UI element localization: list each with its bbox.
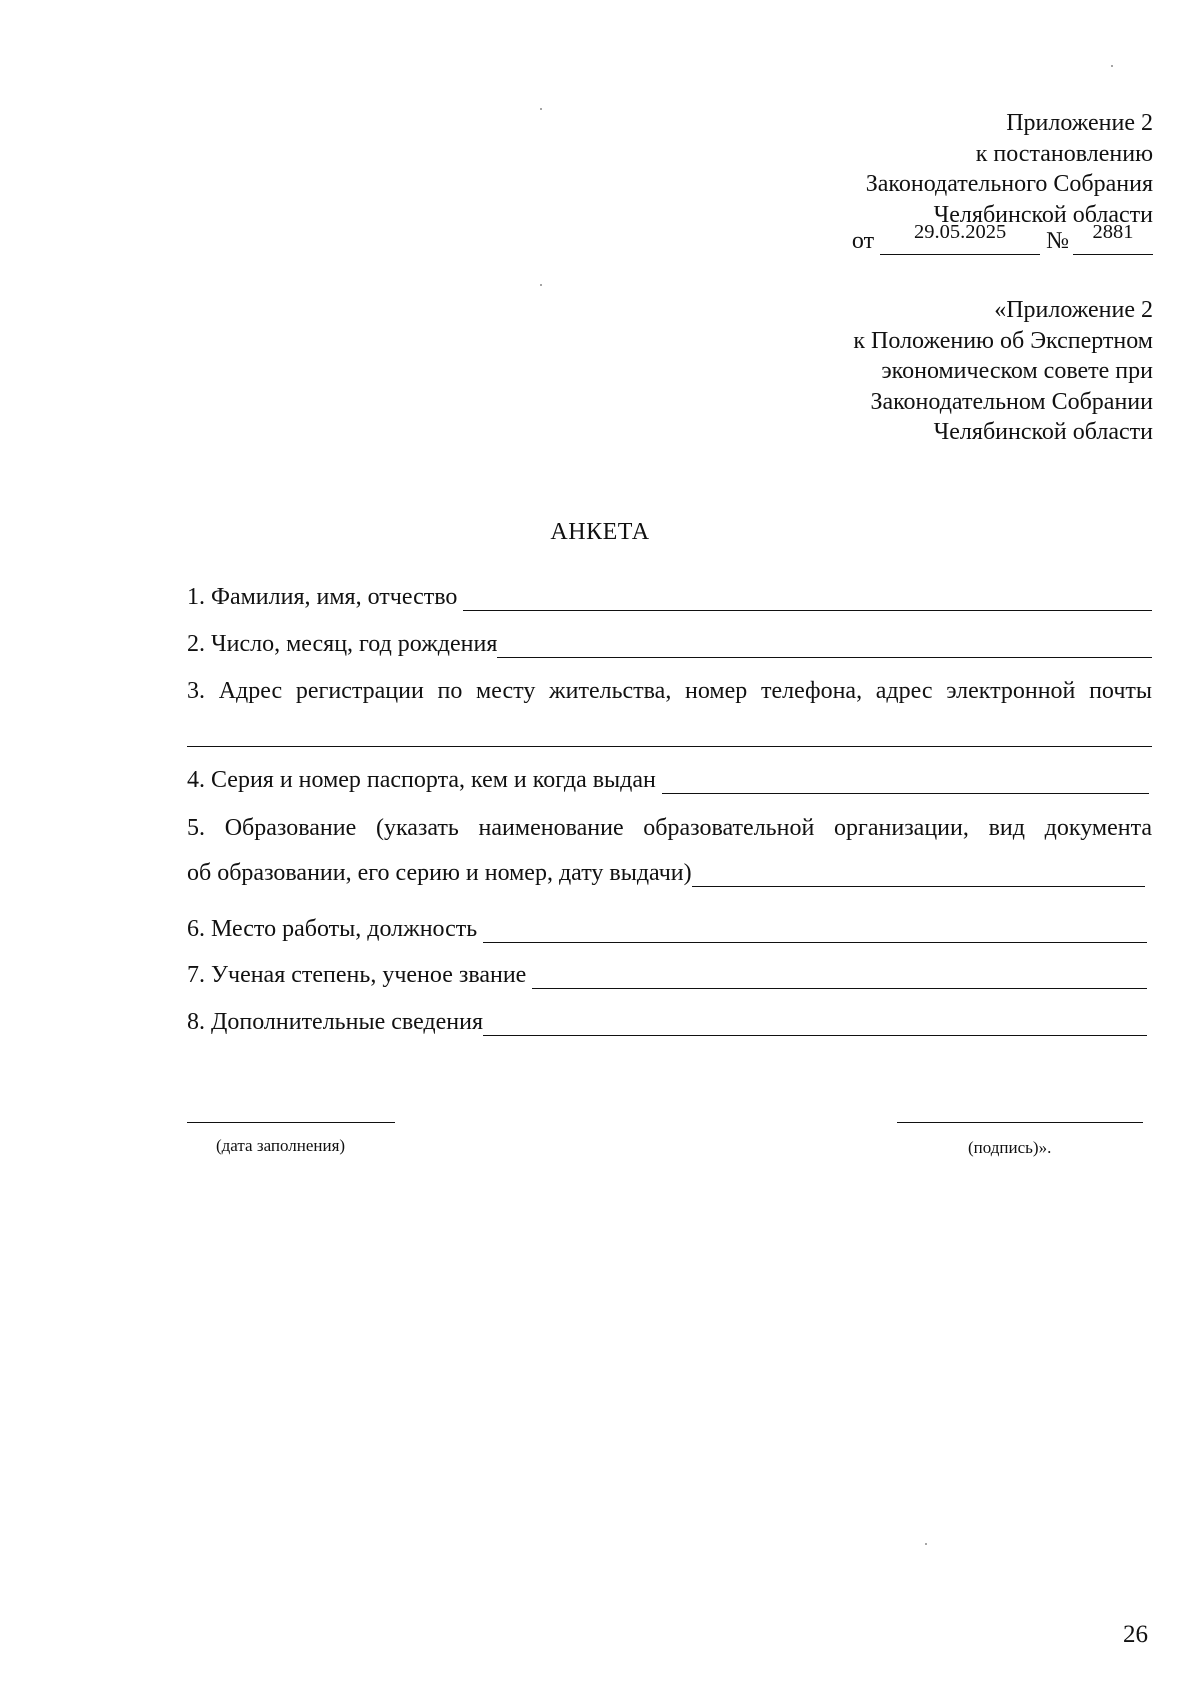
field-label: 2. Число, месяц, год рождения [187, 631, 498, 657]
field-address-label: 3. Адрес регистрации по месту жительства, номер телефона, адрес электронной почты [187, 678, 1152, 704]
field-additional-info [187, 1009, 1147, 1036]
field-label: 4. Серия и номер паспорта, кем и когда выдан [187, 767, 656, 793]
number-field [1073, 221, 1153, 255]
scan-speck [540, 108, 542, 110]
field-full-name [187, 584, 1152, 611]
date-fill-line[interactable] [187, 1122, 395, 1123]
appendix-line: Законодательном Собрании [870, 388, 1153, 415]
field-education-cont [187, 860, 1145, 887]
appendix-block [853, 295, 1153, 448]
field-label: об образовании, его серию и номер, дату выдачи) [187, 860, 692, 886]
field-birth-date [187, 631, 1152, 658]
fill-line[interactable] [483, 1013, 1147, 1036]
field-academic-degree [187, 962, 1147, 989]
fill-line[interactable] [463, 588, 1152, 611]
field-workplace [187, 916, 1147, 943]
scan-speck [1111, 65, 1113, 67]
signature-fill-line[interactable] [897, 1122, 1143, 1123]
fill-line[interactable] [692, 864, 1145, 887]
header-line: к постановлению [975, 140, 1153, 167]
date-field [880, 221, 1040, 255]
resolution-date-line [851, 221, 1153, 255]
number-value: 2881 [1092, 221, 1134, 243]
page-number: 26 [1123, 1621, 1148, 1648]
form-title: АНКЕТА [550, 519, 650, 545]
scan-speck [540, 284, 542, 286]
appendix-line: экономическом совете при [881, 358, 1153, 384]
fill-line[interactable] [187, 746, 1152, 747]
header-line: Челябинской области [933, 201, 1153, 228]
date-value: 29.05.2025 [913, 221, 1007, 243]
header-line: Законодательного Собрания [865, 171, 1153, 197]
field-education-label: 5. Образование (указать наименование образовательной организации, вид документа [187, 815, 1152, 841]
field-passport [187, 767, 1149, 794]
header-line: Приложение 2 [1006, 110, 1153, 136]
field-label: 7. Ученая степень, ученое звание [187, 962, 527, 988]
date-prefix: от [851, 228, 875, 254]
signature-caption: (подпись)». [968, 1138, 1052, 1157]
field-label: 6. Место работы, должность [187, 916, 478, 942]
appendix-line: Челябинской области [933, 419, 1153, 445]
field-label: 1. Фамилия, имя, отчество [187, 584, 458, 610]
fill-line[interactable] [662, 771, 1149, 794]
fill-line[interactable] [497, 635, 1152, 658]
fill-line[interactable] [483, 920, 1147, 943]
field-label: 8. Дополнительные сведения [187, 1009, 484, 1035]
appendix-line: «Приложение 2 [994, 297, 1153, 323]
date-caption: (дата заполнения) [216, 1136, 346, 1155]
number-prefix: № [1046, 228, 1069, 254]
header-block [866, 108, 1153, 230]
scan-speck [925, 1543, 927, 1545]
appendix-line: к Положению об Экспертном [853, 327, 1153, 354]
fill-line[interactable] [532, 966, 1147, 989]
